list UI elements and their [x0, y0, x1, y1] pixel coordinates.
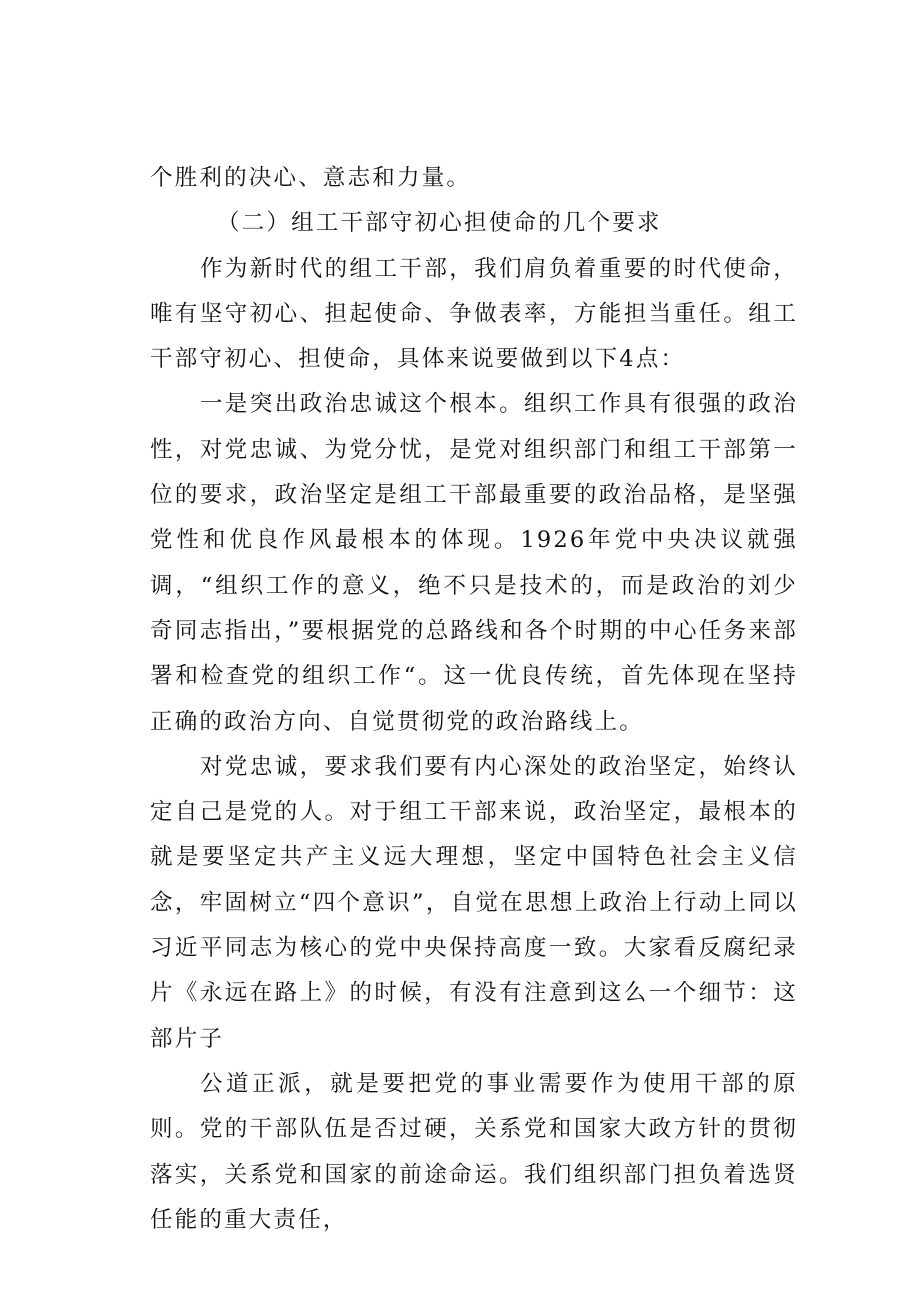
paragraph-fairness: 公道正派，就是要把党的事业需要作为使用干部的原则。党的干部队伍是否过硬，关系党和国家大政方针的贯彻落实，关系党和国家的前途命运。我们组织部门担负着选贤任能的重大责任， — [150, 1070, 798, 1233]
paragraph-political-loyalty: 一是突出政治忠诚这个根本。组织工作具有很强的政治性，对党忠诚、为党分忧，是党对组织部门和组工干部第一位的要求，政治坚定是组工干部最重要的政治品格，是坚强党性和优良作风最根本的体现。1926年党中央决议就强调，“组织工作的意义，绝不只是技术的，而是政治的刘少奇同志指出，”要根据党的总路线和各个时期的中心任务来部署和检查党的组织工作“。这一优良传统，首先体现在坚持正确的政治方向、自觉贯彻党的政治路线上。 — [150, 391, 798, 735]
paragraph-intro: 作为新时代的组工干部，我们肩负着重要的时代使命，唯有坚守初心、担起使命、争做表率，方能担当重任。组工干部守初心、担使命，具体来说要做到以下4点： — [150, 255, 798, 373]
section-heading: （二）组工干部守初心担使命的几个要求 — [217, 210, 662, 237]
document-body — [150, 156, 798, 1243]
paragraph-loyalty-to-party: 对党忠诚，要求我们要有内心深处的政治坚定，始终认定自己是党的人。对于组工干部来说，政治坚定，最根本的就是要坚定共产主义远大理想，坚定中国特色社会主义信念，牢固树立“四个意识”，自觉在思想上政治上行动上同以习近平同志为核心的党中央保持高度一致。大家看反腐纪录片《永远在路上》的时候，有没有注意到这么一个细节：这部片子 — [150, 753, 798, 1052]
paragraph-continuation: 个胜利的决心、意志和力量。 — [150, 165, 472, 191]
